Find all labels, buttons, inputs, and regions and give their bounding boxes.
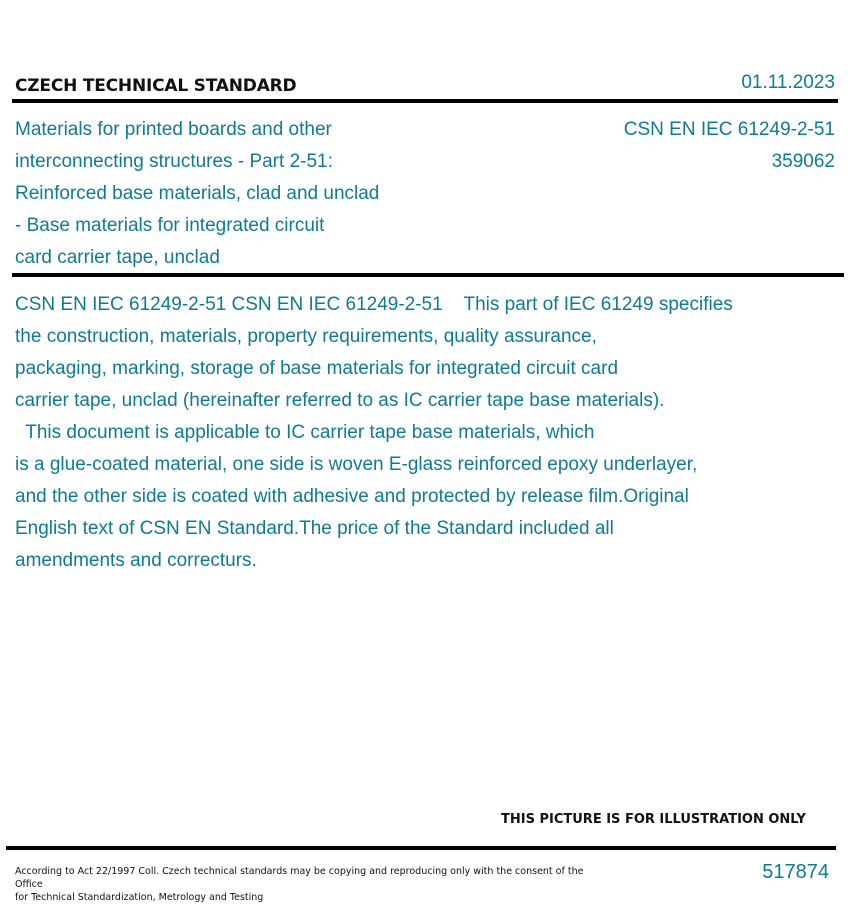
publication-date: 01.11.2023 — [741, 72, 835, 93]
title-divider — [12, 273, 844, 277]
document-type-label: CZECH TECHNICAL STANDARD — [15, 76, 297, 96]
title-line: card carrier tape, unclad — [15, 247, 220, 268]
catalog-number: 359062 — [771, 151, 835, 172]
standard-designation: CSN EN IEC 61249-2-51 — [623, 119, 835, 140]
title-line: Reinforced base materials, clad and unclad — [15, 183, 380, 204]
title-line: Materials for printed boards and other — [15, 119, 332, 140]
description-line: and the other side is coated with adhesive and protected by release film.Original — [15, 486, 689, 507]
description-line: amendments and correcturs. — [15, 550, 257, 571]
footer-divider — [6, 846, 836, 850]
legal-line: for Technical Standardization, Metrology and Testing — [15, 892, 264, 903]
legal-notice — [15, 865, 595, 904]
standard-description — [15, 289, 845, 577]
description-line: the construction, materials, property requirements, quality assurance, — [15, 326, 597, 347]
document-number: 517874 — [762, 861, 829, 883]
description-line: English text of CSN EN Standard.The price of the Standard included all — [15, 518, 614, 539]
description-line: carrier tape, unclad (hereinafter referred to as IC carrier tape base materials). — [15, 390, 665, 411]
description-line: CSN EN IEC 61249-2-51 CSN EN IEC 61249-2-51 This part of IEC 61249 specifies — [15, 294, 733, 315]
description-line: packaging, marking, storage of base materials for integrated circuit card — [15, 358, 619, 379]
legal-line: According to Act 22/1997 Coll. Czech technical standards may be copying and reproducing only with the consent of the Office — [15, 866, 584, 890]
header-divider — [12, 99, 838, 103]
title-line: - Base materials for integrated circuit — [15, 215, 325, 236]
description-line: is a glue-coated material, one side is woven E-glass reinforced epoxy underlayer, — [15, 454, 698, 475]
illustration-note: THIS PICTURE IS FOR ILLUSTRATION ONLY — [501, 812, 806, 827]
standard-codes — [624, 114, 835, 178]
description-line: This document is applicable to IC carrier tape base materials, which — [15, 422, 595, 443]
standard-title — [15, 114, 445, 274]
title-line: interconnecting structures - Part 2-51: — [15, 151, 333, 172]
